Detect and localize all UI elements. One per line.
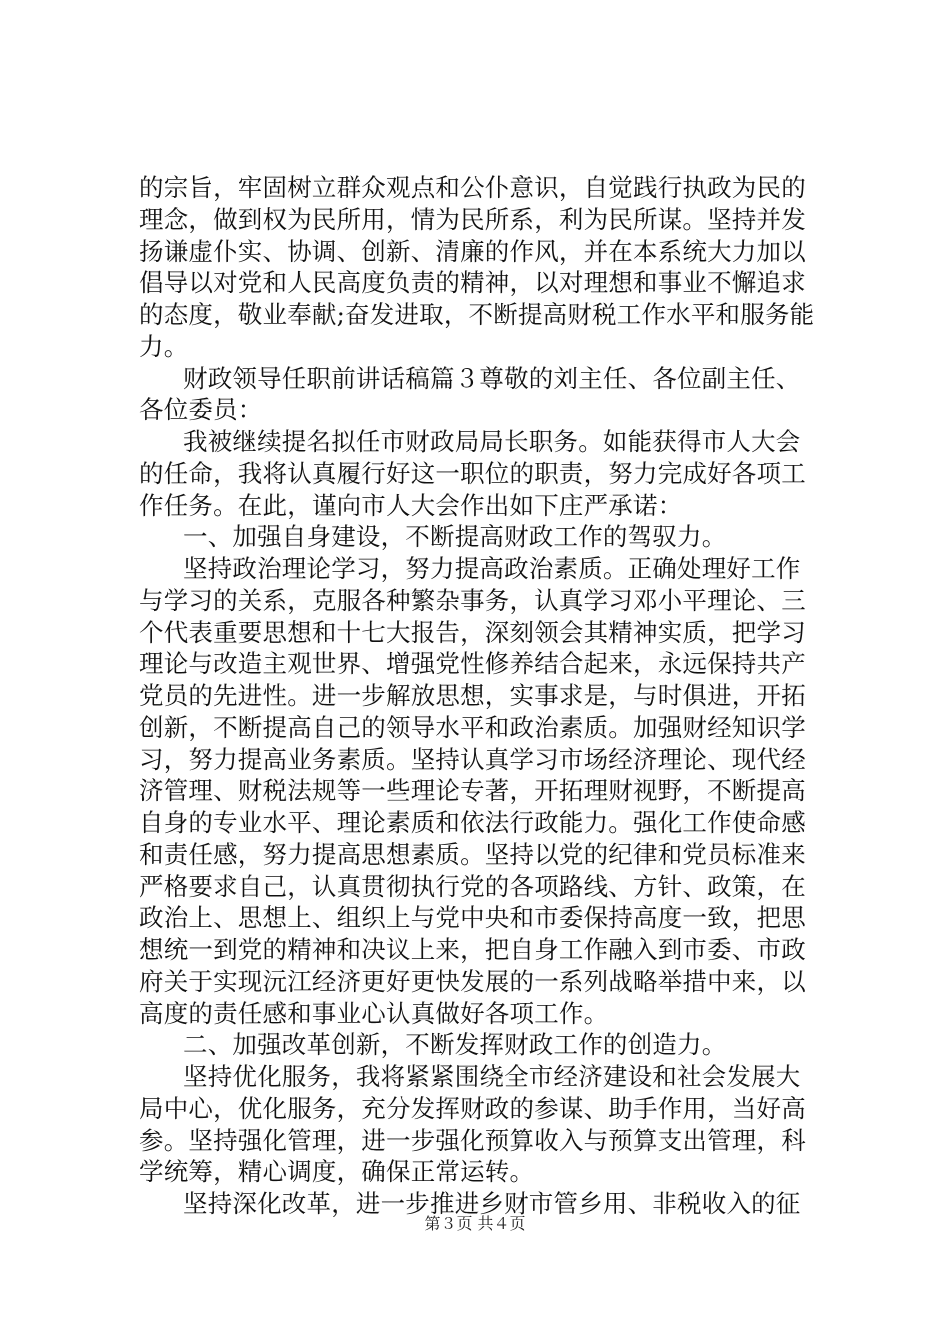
text-line: 的态度，敬业奉献;奋发进取，不断提高财税工作水平和服务能 — [139, 300, 815, 329]
text-line: 作任务。在此，谨向市人大会作出如下庄严承诺： — [139, 490, 683, 520]
text-line: 坚持优化服务，我将紧紧围绕全市经济建设和社会发展大 — [183, 1062, 801, 1091]
text-line: 参。坚持强化管理，进一步强化预算收入与预算支出管理，科 — [139, 1125, 806, 1155]
text-line: 二、加强改革创新，不断发挥财政工作的创造力。 — [183, 1030, 727, 1060]
text-line: 的宗旨，牢固树立群众观点和公仆意识，自觉践行执政为民的 — [139, 173, 806, 202]
text-line: 局中心，优化服务，充分发挥财政的参谋、助手作用，当好高 — [139, 1093, 806, 1123]
text-line: 习，努力提高业务素质。坚持认真学习市场经济理论、现代经 — [139, 744, 806, 774]
text-line: 与学习的关系，克服各种繁杂事务，认真学习邓小平理论、三 — [139, 585, 806, 615]
text-line: 府关于实现沅江经济更好更快发展的一系列战略举措中来，以 — [139, 966, 806, 996]
text-line: 严格要求自己，认真贯彻执行党的各项路线、方针、政策，在 — [139, 871, 806, 901]
text-line: 自身的专业水平、理论素质和依法行政能力。强化工作使命感 — [139, 808, 806, 837]
text-line: 扬谦虚仆实、协调、创新、清廉的作风，并在本系统大力加以 — [139, 236, 806, 266]
text-line: 高度的责任感和事业心认真做好各项工作。 — [139, 998, 609, 1028]
text-line: 创新，不断提高自己的领导水平和政治素质。加强财经知识学 — [139, 712, 806, 742]
text-line: 我被继续提名拟任市财政局局长职务。如能获得市人大会 — [183, 427, 801, 456]
text-line: 理念，做到权为民所用，情为民所系，利为民所谋。坚持并发 — [139, 204, 806, 234]
text-line: 想统一到党的精神和决议上来，把自身工作融入到市委、市政 — [139, 935, 806, 964]
text-line: 倡导以对党和人民高度负责的精神，以对理想和事业不懈追求 — [139, 268, 806, 298]
text-line: 和责任感，努力提高思想素质。坚持以党的纪律和党员标准来 — [139, 839, 806, 869]
text-line: 的任命，我将认真履行好这一职位的职责，努力完成好各项工 — [139, 458, 806, 488]
text-line: 坚持深化改革，进一步推进乡财市管乡用、非税收入的征 — [183, 1189, 801, 1218]
text-line: 个代表重要思想和十七大报告，深刻领会其精神实质，把学习 — [139, 617, 806, 647]
text-line: 各位委员： — [139, 395, 263, 425]
text-line: 党员的先进性。进一步解放思想，实事求是，与时俱进，开拓 — [139, 681, 806, 710]
document-body — [139, 172, 829, 1220]
text-line: 政治上、思想上、组织上与党中央和市委保持高度一致，把思 — [139, 903, 806, 933]
text-line: 财政领导任职前讲话稿篇３尊敬的刘主任、各位副主任、 — [183, 363, 801, 393]
text-line: 力。 — [139, 331, 189, 361]
text-line: 学统筹，精心调度，确保正常运转。 — [139, 1157, 535, 1187]
text-line: 济管理、财税法规等一些理论专著，开拓理财视野，不断提高 — [139, 776, 806, 806]
page-footer: 第３页 共４页 — [424, 1214, 526, 1233]
text-line: 一、加强自身建设，不断提高财政工作的驾驭力。 — [183, 522, 727, 552]
text-line: 坚持政治理论学习，努力提高政治素质。正确处理好工作 — [183, 554, 801, 583]
text-line: 理论与改造主观世界、增强党性修养结合起来，永远保持共产 — [139, 649, 806, 679]
